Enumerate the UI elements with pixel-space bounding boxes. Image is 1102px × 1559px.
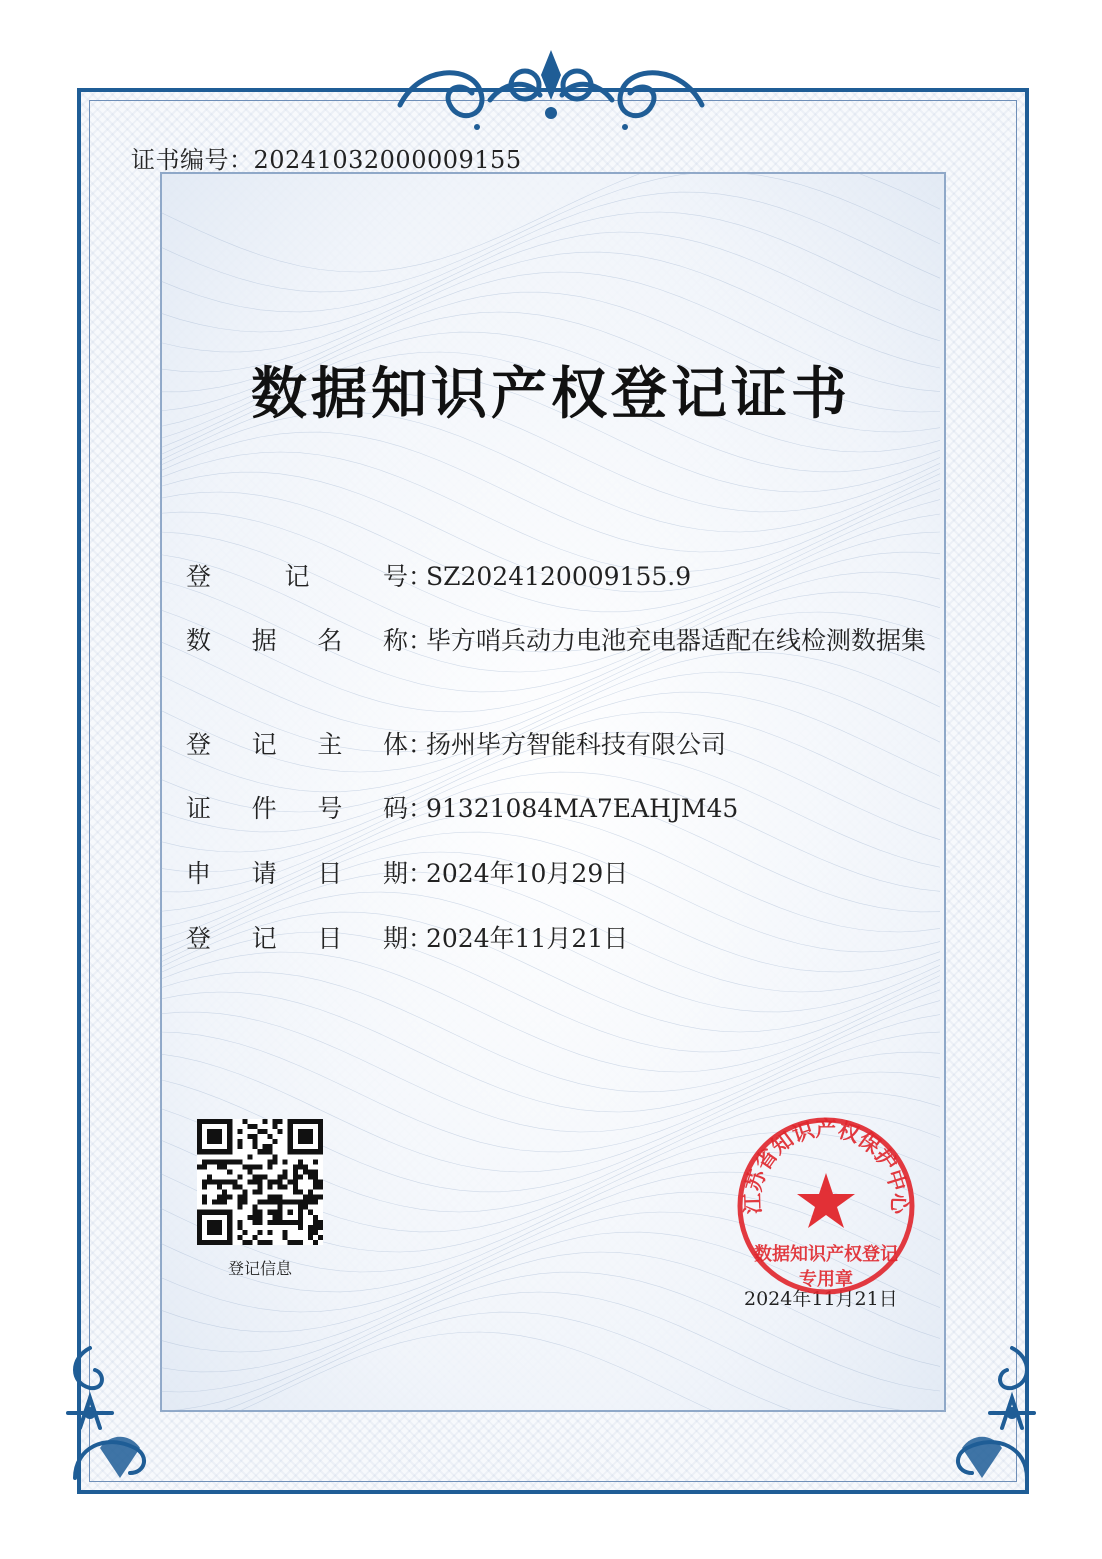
field-label: 登 记 主 体 — [186, 730, 408, 759]
seal-line2: 专用章 — [799, 1269, 853, 1290]
field-id-number: 证 件 号 码 ： 91321084MA7EAHJM45 — [186, 795, 946, 829]
official-seal-icon — [735, 1115, 917, 1297]
field-value: 2024年10月29日 — [426, 859, 629, 888]
seal-date: 2024年11月21日 — [744, 1288, 898, 1310]
corner-ornament-right-icon — [942, 1338, 1042, 1488]
field-value: 91321084MA7EAHJM45 — [426, 794, 739, 823]
qr-code-label: 登记信息 — [227, 1259, 292, 1278]
field-application-date: 申 请 日 期 ： 2024年10月29日 — [186, 860, 946, 894]
field-registration-date: 登 记 日 期 ： 2024年11月21日 — [186, 925, 946, 959]
field-label: 登 记 日 期 — [186, 924, 408, 953]
certificate-title: 数据知识产权登记证书 — [251, 361, 851, 427]
field-label: 申 请 日 期 — [186, 859, 408, 888]
field-dataset-name: 数 据 名 称 ： 毕方哨兵动力电池充电器适配在线检测数据集 — [186, 627, 946, 661]
field-registration-number: 登 记 号 ： SZ2024120009155.9 — [186, 563, 946, 597]
qr-code-icon[interactable] — [197, 1119, 323, 1245]
field-label: 证 件 号 码 — [186, 794, 408, 823]
field-label: 登 记 号 — [186, 562, 408, 591]
field-value: 扬州毕方智能科技有限公司 — [426, 730, 727, 759]
field-value: SZ2024120009155.9 — [426, 562, 692, 591]
field-registrant: 登 记 主 体 ： 扬州毕方智能科技有限公司 — [186, 731, 946, 765]
corner-ornament-left-icon — [60, 1338, 160, 1488]
seal-outer-text: 江苏省知识产权保护中心 — [739, 1115, 913, 1215]
field-value: 毕方哨兵动力电池充电器适配在线检测数据集 — [426, 626, 927, 655]
seal-line1: 数据知识产权登记 — [754, 1244, 898, 1265]
certificate-number — [131, 140, 522, 175]
top-ornament-icon — [380, 45, 722, 135]
certificate-number-value: 20241032000009155 — [253, 146, 522, 174]
field-label: 数 据 名 称 — [186, 626, 408, 655]
certificate-number-label: 证书编号： — [131, 146, 254, 174]
field-value: 2024年11月21日 — [426, 924, 629, 953]
